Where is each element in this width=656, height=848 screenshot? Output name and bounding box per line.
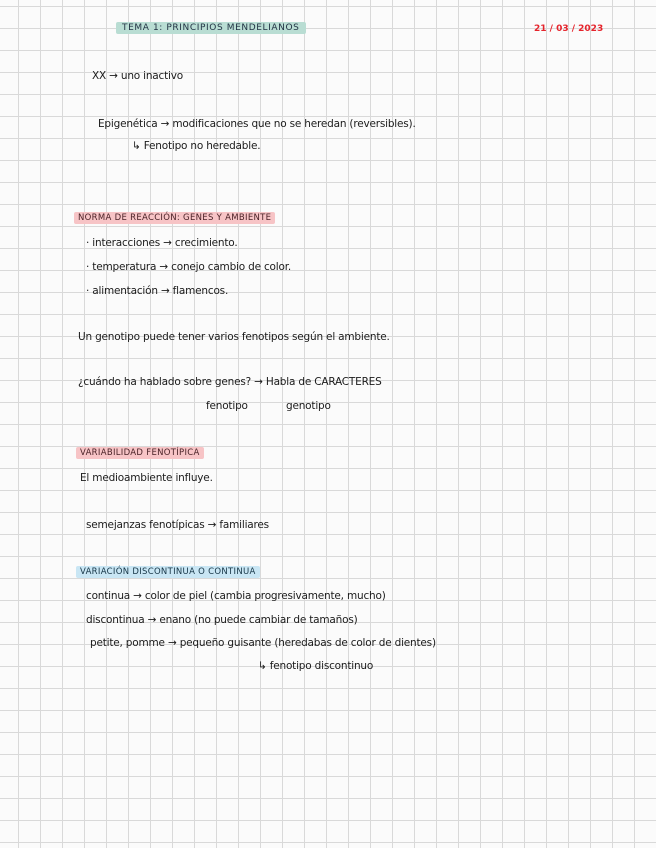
list-item: · interacciones → crecimiento. xyxy=(86,237,238,249)
list-item: continua → color de piel (cambia progresivamente, mucho) xyxy=(86,590,386,602)
section-heading-norma-reaccion: NORMA DE REACCIÓN: GENES Y AMBIENTE xyxy=(74,212,275,224)
note-line: ¿cuándo ha hablado sobre genes? → Habla de CARACTERES xyxy=(78,376,382,388)
list-item: petite, pomme → pequeño guisante (heredabas de color de dientes) xyxy=(90,637,436,649)
list-item: · temperatura → conejo cambio de color. xyxy=(86,261,292,273)
note-line: El medioambiente influye. xyxy=(80,472,213,484)
note-line: ↳ Fenotipo no heredable. xyxy=(132,140,261,152)
section-heading-variacion: VARIACIÓN DISCONTINUA O CONTINUA xyxy=(76,566,260,578)
note-line: semejanzas fenotípicas → familiares xyxy=(86,519,269,531)
note-line: Epigenética → modificaciones que no se heredan (reversibles). xyxy=(98,118,416,130)
term-genotipo: genotipo xyxy=(286,400,331,412)
page-title: TEMA 1: PRINCIPIOS MENDELIANOS xyxy=(116,22,306,34)
section-heading-variabilidad: VARIABILIDAD FENOTÍPICA xyxy=(76,447,204,459)
note-line: Un genotipo puede tener varios fenotipos según el ambiente. xyxy=(78,331,390,343)
list-item: discontinua → enano (no puede cambiar de tamaños) xyxy=(86,614,358,626)
page-date: 21 / 03 / 2023 xyxy=(534,24,604,34)
list-item: · alimentación → flamencos. xyxy=(86,285,229,297)
note-line: ↳ fenotipo discontinuo xyxy=(258,660,374,672)
term-fenotipo: fenotipo xyxy=(206,400,248,412)
note-line: XX → uno inactivo xyxy=(92,70,183,82)
